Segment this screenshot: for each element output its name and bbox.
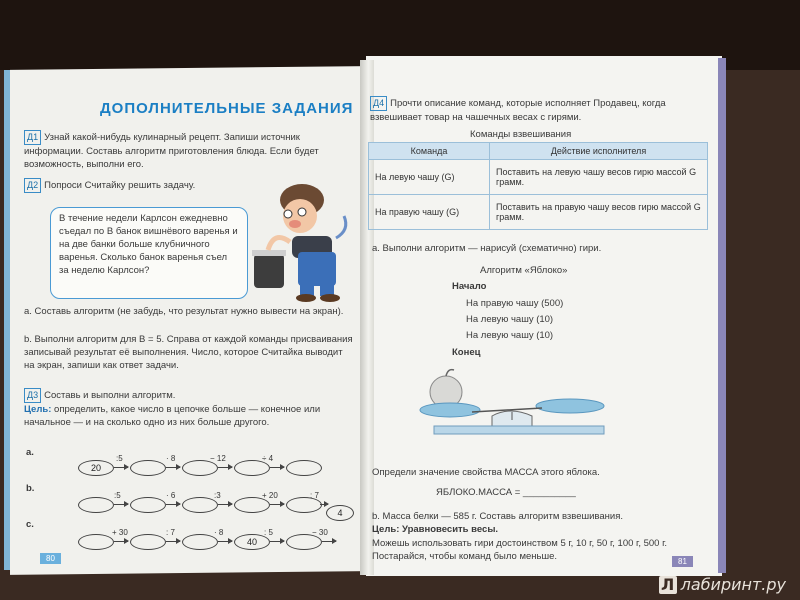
chain-op: − 30 bbox=[312, 528, 328, 537]
goal-text: определить, какое число в цепочке больше — конечное или начальное — и на сколько одно из них больше другого. bbox=[24, 404, 321, 428]
carlson-illustration bbox=[240, 172, 355, 302]
chain-a-start: 20 bbox=[78, 460, 114, 476]
problem-callout bbox=[50, 207, 248, 299]
chain-arrow bbox=[166, 504, 180, 505]
chain-op: · 6 bbox=[166, 491, 176, 500]
chain-c-label: c. bbox=[26, 519, 34, 530]
labirint-watermark bbox=[659, 575, 786, 594]
table-cell: На левую чашу (G) bbox=[369, 160, 490, 195]
task-text: Прочти описание команд, которые исполняет Продавец, когда взвешивает товар на чашечных весах с гирями. bbox=[370, 98, 666, 123]
chain-arrow bbox=[322, 541, 336, 542]
task-d3 bbox=[24, 388, 354, 403]
algorithm-command: На правую чашу (500) bbox=[466, 298, 564, 309]
chain-blank[interactable] bbox=[130, 497, 166, 513]
chain-arrow bbox=[114, 467, 128, 468]
chain-op: :5 bbox=[114, 491, 121, 500]
task-tag: Д3 bbox=[24, 388, 41, 403]
task-d1 bbox=[24, 130, 354, 171]
chain-op: ÷ 4 bbox=[262, 454, 274, 463]
task-d4-goal: Цель: Уравновесить весы. bbox=[372, 524, 499, 535]
chain-a-label: a. bbox=[26, 447, 34, 458]
task-tag: Д4 bbox=[370, 96, 387, 111]
chain-arrow bbox=[114, 504, 128, 505]
jam-jar-shape bbox=[254, 254, 284, 288]
algorithm-command: На левую чашу (10) bbox=[466, 330, 554, 341]
table-cell: Поставить на правую чашу весов гирю массой G грамм. bbox=[490, 195, 708, 230]
chain-op: · 8 bbox=[214, 528, 224, 537]
task-tag: Д1 bbox=[24, 130, 41, 145]
algorithm-command: На левую чашу (10) bbox=[466, 314, 554, 325]
table-header: Команда bbox=[369, 143, 490, 160]
chain-blank[interactable] bbox=[182, 534, 218, 550]
chain-blank[interactable] bbox=[130, 534, 166, 550]
right-pan bbox=[536, 399, 604, 413]
watermark-text: лабиринт.ру bbox=[680, 575, 786, 594]
watermark-logo-icon: Л bbox=[659, 576, 677, 594]
chain-op: · 8 bbox=[166, 454, 176, 463]
chain-arrow bbox=[166, 467, 180, 468]
goal-label: Цель: bbox=[24, 404, 52, 415]
section-heading: ДОПОЛНИТЕЛЬНЫЕ ЗАДАНИЯ bbox=[100, 100, 354, 117]
chain-blank[interactable] bbox=[182, 497, 218, 513]
mass-question: Определи значение свойства МАССА этого яблока. bbox=[372, 467, 600, 478]
task-text: Составь и выполни алгоритм. bbox=[44, 390, 176, 401]
task-tag: Д2 bbox=[24, 178, 41, 193]
task-text: Узнай какой-нибудь кулинарный рецепт. Запиши источник информации. Составь алгоритм приготовления блюда. Если будет возможность, выполни его. bbox=[24, 132, 319, 170]
right-page-edge bbox=[718, 58, 726, 573]
balance-scale-illustration bbox=[412, 368, 632, 448]
chain-arrow bbox=[218, 504, 232, 505]
task-text: Попроси Считайку решить задачу. bbox=[44, 180, 196, 191]
page-number-right: 81 bbox=[672, 556, 693, 567]
table-row bbox=[369, 195, 708, 230]
task-d2-a: a. Составь алгоритм (не забудь, что результат нужно вывести на экран). bbox=[24, 306, 344, 317]
chain-b-end: 4 bbox=[326, 505, 354, 521]
chain-op: :5 bbox=[116, 454, 123, 463]
mass-answer-blank[interactable]: __________ bbox=[522, 487, 576, 498]
book-spine bbox=[360, 60, 374, 575]
chain-op: + 30 bbox=[112, 528, 128, 537]
chain-op: − 12 bbox=[210, 454, 226, 463]
table-cell: На правую чашу (G) bbox=[369, 195, 490, 230]
chain-blank[interactable] bbox=[130, 460, 166, 476]
task-d4-b: b. Масса белки — 585 г. Составь алгоритм взвешивания. bbox=[372, 511, 623, 522]
table-row bbox=[369, 160, 708, 195]
chain-arrow bbox=[166, 541, 180, 542]
chain-arrow bbox=[114, 541, 128, 542]
algorithm-title: Алгоритм «Яблоко» bbox=[480, 265, 568, 276]
chain-blank[interactable] bbox=[78, 497, 114, 513]
page-number-left: 80 bbox=[40, 553, 61, 564]
chain-b-label: b. bbox=[26, 483, 35, 494]
algorithm-end: Конец bbox=[452, 347, 481, 358]
mass-expression bbox=[436, 486, 576, 499]
scale-base bbox=[434, 426, 604, 434]
chain-arrow bbox=[218, 541, 232, 542]
weighing-commands-table bbox=[368, 142, 708, 230]
chain-op: : 5 bbox=[264, 528, 273, 537]
chain-arrow bbox=[218, 467, 232, 468]
task-d4-weights: Можешь использовать гири достоинством 5 г, 10 г, 50 г, 100 г, 500 г. Постарайся, чтобы команд было меньше. bbox=[372, 538, 668, 562]
table-title: Команды взвешивания bbox=[470, 129, 572, 140]
chain-c-mid: 40 bbox=[234, 534, 270, 550]
left-pan bbox=[420, 403, 480, 417]
chain-arrow bbox=[270, 467, 284, 468]
table-header: Действие исполнителя bbox=[490, 143, 708, 160]
algorithm-start: Начало bbox=[452, 281, 487, 292]
task-d4 bbox=[370, 96, 710, 124]
mass-expression-text: ЯБЛОКО.МАССА = bbox=[436, 487, 523, 498]
task-d2-b: b. Выполни алгоритм для B = 5. Справа от каждой команды присваивания записывай результат её выполнения. Число, которое Считайка выводит на экран, запиши как ответ задачи. bbox=[24, 334, 353, 371]
chain-op: :3 bbox=[214, 491, 221, 500]
chain-arrow bbox=[270, 504, 284, 505]
chain-op: : 7 bbox=[310, 491, 319, 500]
problem-text: В течение недели Карлсон ежедневно съедал по B банок вишнёвого варенья и на две банки больше клубничного варенья. Сколько банок варенья съел за неделю Карлсон? bbox=[59, 213, 238, 276]
chain-blank[interactable] bbox=[78, 534, 114, 550]
table-cell: Поставить на левую чашу весов гирю массой G грамм. bbox=[490, 160, 708, 195]
task-d2 bbox=[24, 178, 254, 193]
chain-op: + 20 bbox=[262, 491, 278, 500]
chain-blank[interactable] bbox=[286, 460, 322, 476]
chain-arrow bbox=[320, 504, 328, 505]
chain-op: : 7 bbox=[166, 528, 175, 537]
chain-arrow bbox=[270, 541, 284, 542]
goal-line bbox=[24, 403, 354, 429]
overalls-shape bbox=[298, 252, 336, 286]
task-d4-a: a. Выполни алгоритм — нарисуй (схематично) гири. bbox=[372, 243, 602, 254]
